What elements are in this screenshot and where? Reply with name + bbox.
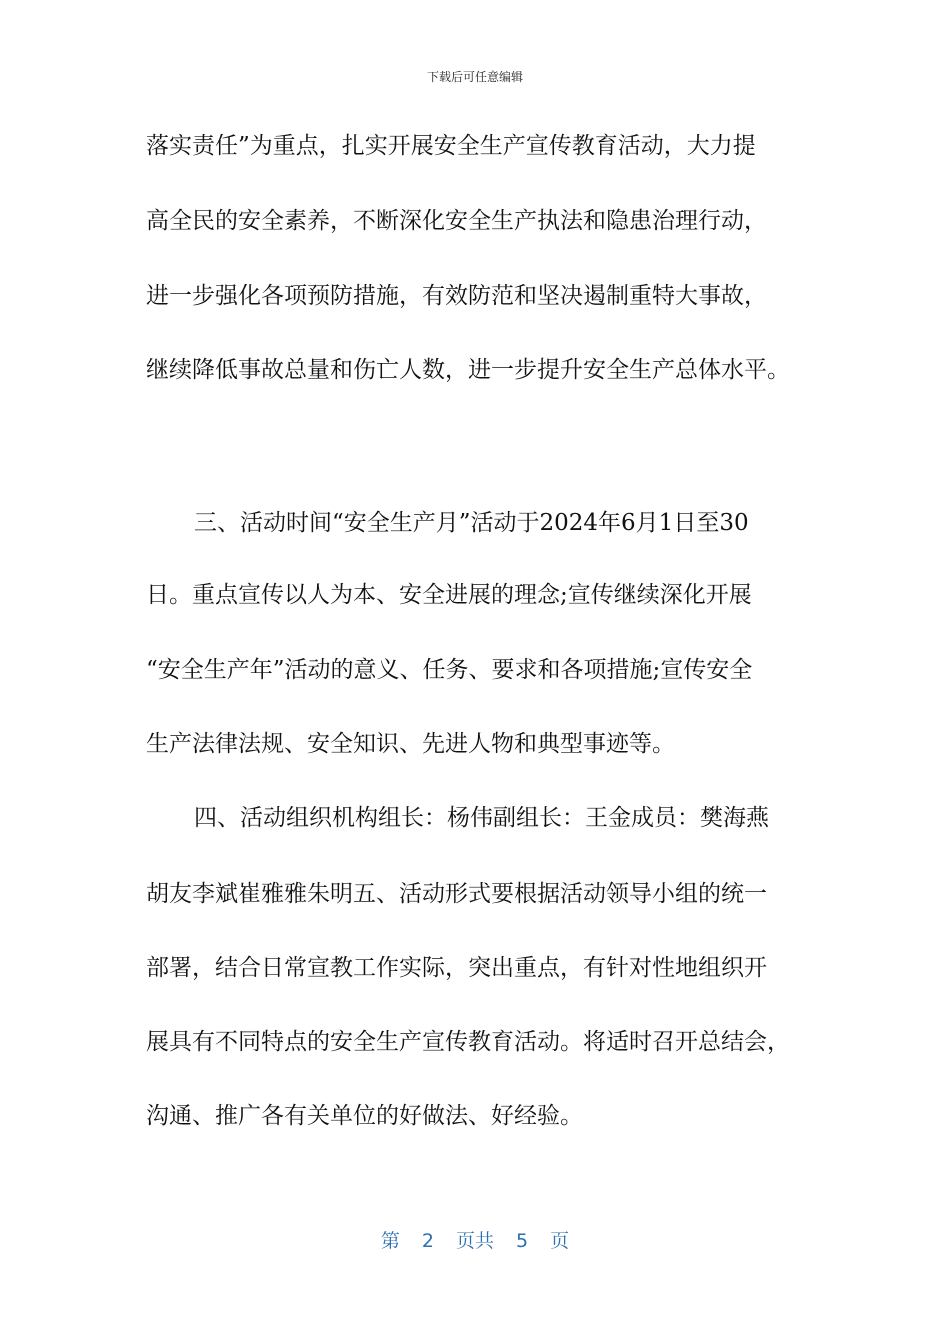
body-line-12: 展具有不同特点的安全生产宣传教育活动。将适时召开总结会，: [146, 1029, 790, 1055]
body-line-3: 进一步强化各项预防措施，有效防范和坚决遏制重特大事故，: [146, 283, 767, 309]
body-line-4: 继续降低事故总量和伤亡人数，进一步提升安全生产总体水平。: [146, 357, 790, 383]
footer-page-prefix: 第: [380, 1230, 400, 1252]
footer-page-number: 2: [421, 1230, 434, 1252]
body-line-13: 沟通、推广各有关单位的好做法、好经验。: [146, 1103, 583, 1129]
footer-page-middle: 页共: [455, 1230, 494, 1252]
footer-page-total: 5: [516, 1230, 529, 1252]
body-line-5: 三、活动时间“安全生产月”活动于2024年6月1日至30: [194, 510, 749, 536]
body-line-8: 生产法律法规、安全知识、先进人物和典型事迹等。: [146, 731, 675, 757]
body-line-6: 日。重点宣传以人为本、安全进展的理念;宣传继续深化开展: [146, 582, 752, 608]
body-line-9: 四、活动组织机构组长：杨伟副组长：王金成员：樊海燕: [194, 805, 769, 831]
body-line-1: 落实责任”为重点，扎实开展安全生产宣传教育活动，大力提: [146, 133, 756, 159]
header-note: 下载后可任意编辑: [426, 70, 523, 84]
page-footer: [0, 1226, 950, 1253]
body-line-7: “安全生产年”活动的意义、任务、要求和各项措施;宣传安全: [146, 657, 753, 683]
footer-page-suffix: 页: [550, 1230, 570, 1252]
body-line-10: 胡友李斌崔雅雅朱明五、活动形式要根据活动领导小组的统一: [146, 881, 767, 907]
body-line-2: 高全民的安全素养，不断深化安全生产执法和隐患治理行动，: [146, 208, 767, 234]
body-line-11: 部署，结合日常宣教工作实际，突出重点，有针对性地组织开: [146, 955, 767, 981]
